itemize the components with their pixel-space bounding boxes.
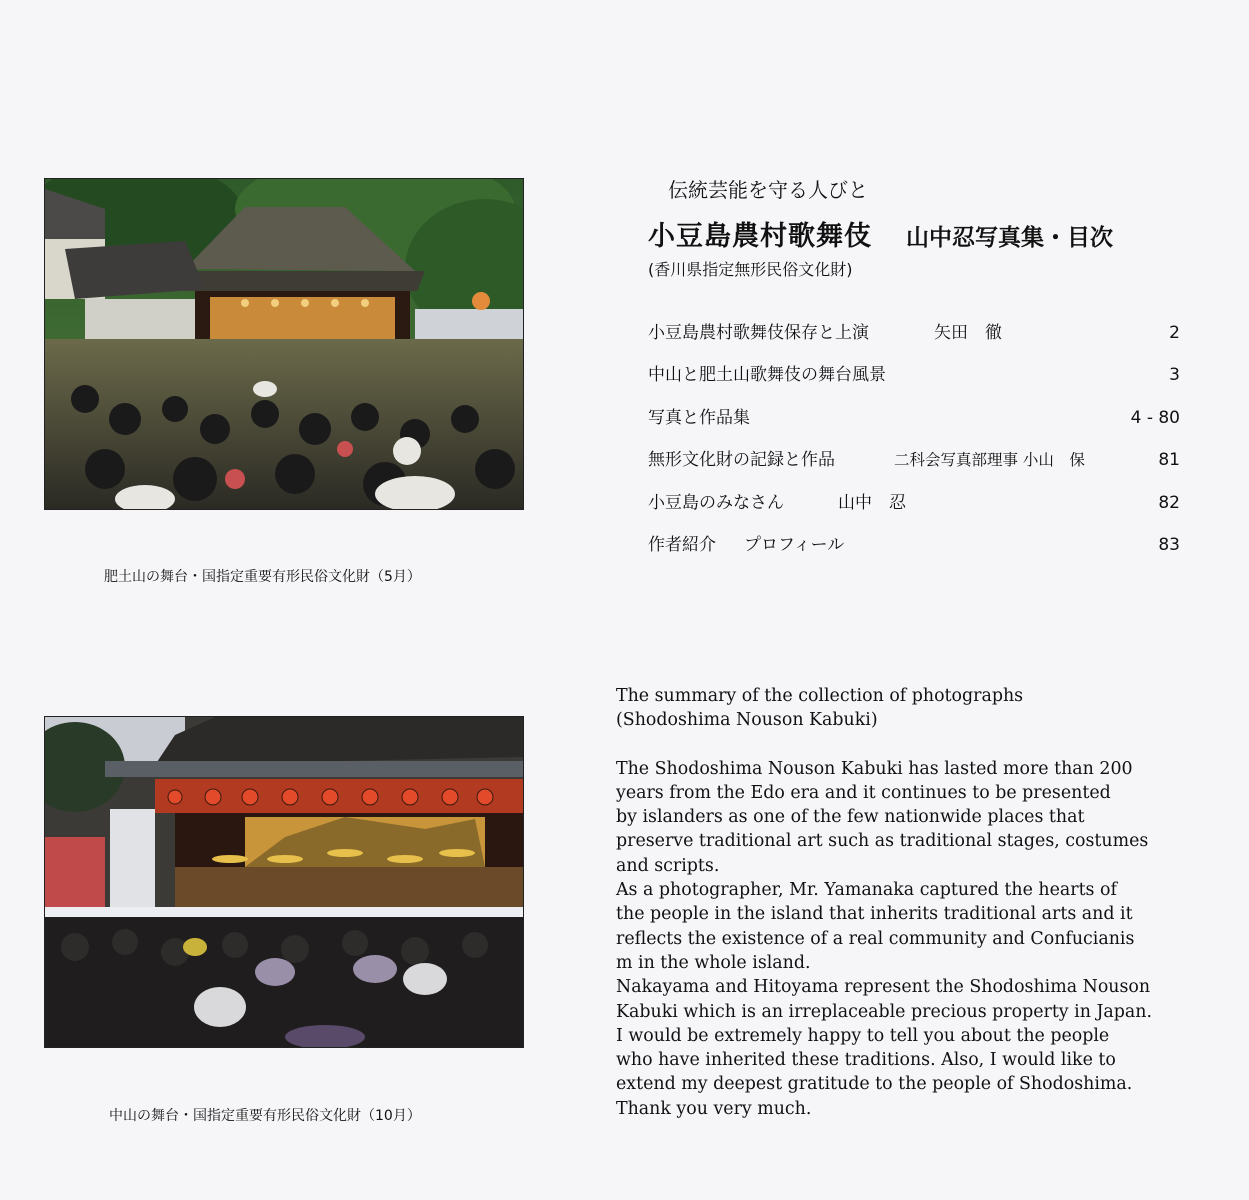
toc-entry-author: プロフィール — [744, 534, 845, 555]
toc-entry-title: 無形文化財の記録と作品 — [648, 450, 835, 471]
summary-line: the people in the island that inherits traditional arts and it — [616, 904, 1133, 925]
toc-entry-page: 3 — [1169, 365, 1180, 386]
summary-line: by islanders as one of the few nationwide places that — [616, 807, 1085, 828]
hitoyama-stage-illustration — [45, 179, 523, 509]
collection-title — [648, 214, 1113, 253]
toc-entry-title: 中山と肥土山歌舞伎の舞台風景 — [648, 365, 886, 386]
nakayama-caption: 中山の舞台・国指定重要有形民俗文化財（10月） — [109, 1108, 421, 1124]
toc-entry — [648, 360, 1180, 402]
summary-line: I would be extremely happy to tell you about the people — [616, 1025, 1110, 1046]
toc-entry-title: 小豆島のみなさん — [648, 492, 784, 513]
summary-line: Nakayama and Hitoyama represent the Shodoshima Nouson — [616, 977, 1151, 998]
summary-line: reflects the existence of a real community and Confucianis — [616, 928, 1135, 949]
summary-line: As a photographer, Mr. Yamanaka captured the hearts of — [616, 880, 1117, 901]
toc-entry — [648, 488, 1180, 530]
summary-line: and scripts. — [616, 855, 720, 876]
toc-entry — [648, 403, 1180, 445]
summary-heading: The summary of the collection of photographs — [616, 686, 1024, 706]
toc-entry — [648, 318, 1180, 360]
toc-entry-author: 二科会写真部理事 小山 保 — [894, 451, 1085, 470]
hitoyama-caption: 肥土山の舞台・国指定重要有形民俗文化財（5月） — [104, 569, 421, 585]
toc-entry-title: 作者紹介 — [648, 534, 716, 555]
toc-entry-page: 82 — [1158, 492, 1180, 513]
summary-line: years from the Edo era and it continues to be presented — [616, 782, 1111, 803]
summary-spacer — [616, 733, 1216, 757]
collection-title-main: 小豆島農村歌舞伎 — [648, 221, 872, 252]
toc-entry — [648, 445, 1180, 487]
toc-entry-page: 2 — [1169, 323, 1180, 343]
nakayama-stage-photo — [44, 716, 524, 1048]
collection-kicker: 伝統芸能を守る人びと — [668, 178, 868, 202]
summary-line: m in the whole island. — [616, 952, 811, 973]
nakayama-stage-illustration — [45, 717, 523, 1047]
summary-line: Thank you very much. — [616, 1098, 812, 1119]
collection-title-sub: 山中忍写真集・目次 — [906, 225, 1113, 251]
toc-entry-page: 83 — [1158, 534, 1180, 555]
toc-entry-title: 小豆島農村歌舞伎保存と上演 — [648, 323, 869, 343]
summary-line: Kabuki which is an irreplaceable precious property in Japan. — [616, 1001, 1153, 1022]
table-of-contents — [648, 318, 1180, 572]
toc-entry-page: 4 - 80 — [1130, 407, 1180, 428]
summary-subheading: (Shodoshima Nouson Kabuki) — [616, 710, 878, 731]
toc-entry-author: 矢田 徹 — [934, 323, 1002, 343]
toc-entry — [648, 530, 1180, 572]
toc-entry-author: 山中 忍 — [838, 492, 906, 513]
summary-line: extend my deepest gratitude to the people of Shodoshima. — [616, 1074, 1133, 1095]
summary-line: The Shodoshima Nouson Kabuki has lasted more than 200 — [616, 758, 1133, 779]
summary-line: who have inherited these traditions. Also, I would like to — [616, 1050, 1116, 1071]
hitoyama-stage-photo — [44, 178, 524, 510]
summary-line: preserve traditional art such as traditional stages, costumes — [616, 831, 1149, 852]
designation-note: (香川県指定無形民俗文化財) — [648, 260, 853, 279]
toc-entry-page: 81 — [1158, 450, 1180, 471]
english-summary — [616, 684, 1216, 1121]
toc-entry-title: 写真と作品集 — [648, 407, 750, 428]
